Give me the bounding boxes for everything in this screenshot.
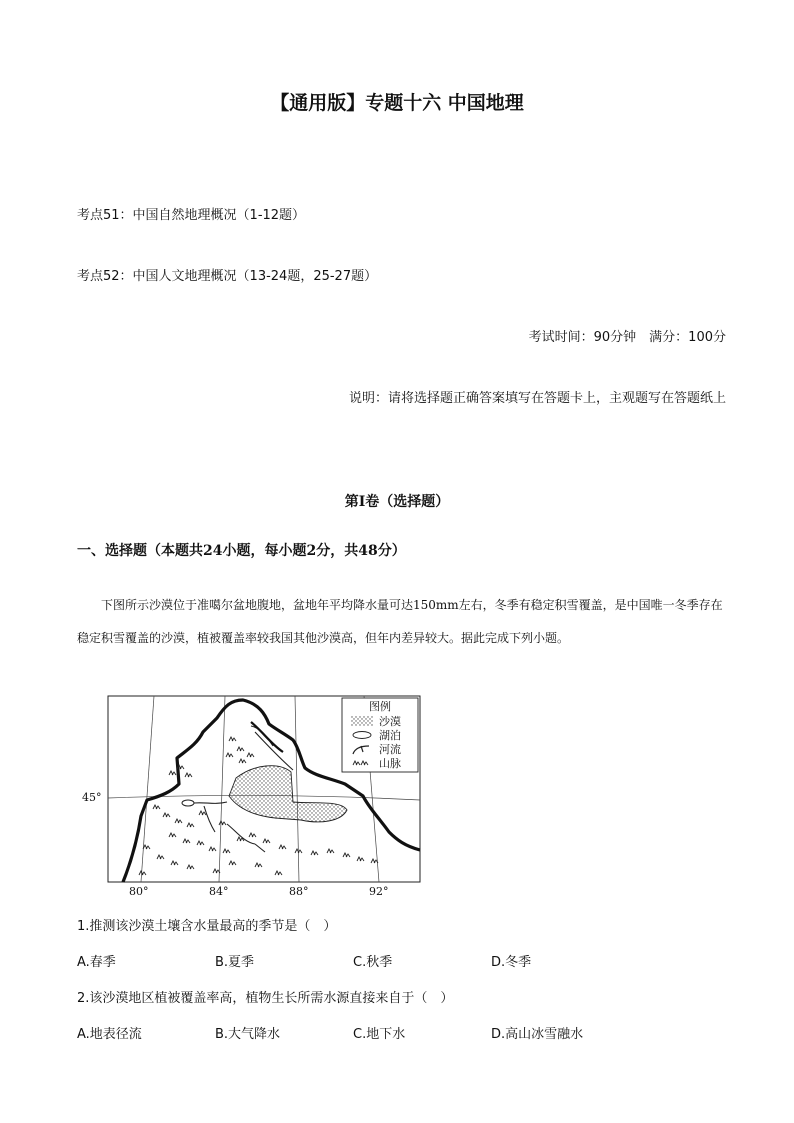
q1-option-a[interactable]: A.春季 xyxy=(77,955,116,970)
q2-option-a[interactable]: A.地表径流 xyxy=(77,1027,142,1042)
lon-label: 88° xyxy=(289,885,309,898)
legend-lake-label: 湖泊 xyxy=(379,729,401,742)
legend-mountain-label: 山脉 xyxy=(379,757,401,770)
page-title: 【通用版】专题十六 中国地理 xyxy=(270,92,524,114)
section-title: 第Ⅰ卷（选择题） xyxy=(344,494,450,510)
desert-map xyxy=(79,692,429,900)
instruction: 说明：请将选择题正确答案填写在答题卡上，主观题写在答题纸上 xyxy=(348,391,726,406)
question-heading: 一、选择题（本题共24小题，每小题2分，共48分） xyxy=(77,543,406,559)
q1-option-d[interactable]: D.冬季 xyxy=(491,955,532,970)
q2-option-c[interactable]: C.地下水 xyxy=(353,1027,406,1042)
q1-option-b[interactable]: B.夏季 xyxy=(215,955,255,970)
exam-info: 考试时间：90分钟 满分：100分 xyxy=(528,330,726,345)
q1-option-c[interactable]: C.秋季 xyxy=(353,955,393,970)
lon-label: 80° xyxy=(129,885,149,898)
legend-desert-swatch xyxy=(351,716,373,726)
lon-label: 84° xyxy=(209,885,229,898)
question-2: 2.该沙漠地区植被覆盖率高，植物生长所需水源直接来自于（ ） xyxy=(77,991,454,1006)
legend-desert-label: 沙漠 xyxy=(379,715,401,728)
legend-lake-swatch xyxy=(353,732,371,739)
kaodian-52: 考点52：中国人文地理概况（13-24题，25-27题） xyxy=(77,269,378,284)
border-inner xyxy=(251,722,283,752)
kaodian-51: 考点51：中国自然地理概况（1-12题） xyxy=(77,208,306,223)
legend-river-label: 河流 xyxy=(379,743,401,756)
lat-label: 45° xyxy=(82,791,102,804)
desert-area xyxy=(229,766,347,822)
lon-label: 92° xyxy=(369,885,389,898)
lake xyxy=(182,800,194,806)
q2-option-b[interactable]: B.大气降水 xyxy=(215,1027,281,1042)
question-1: 1.推测该沙漠土壤含水量最高的季节是（ ） xyxy=(77,919,337,934)
legend-title: 图例 xyxy=(369,700,391,713)
intro-paragraph: 下图所示沙漠位于准噶尔盆地腹地，盆地年平均降水量可达150mm左右，冬季有稳定积雪覆盖，是中国唯一冬季存在稳定积雪覆盖的沙漠，植被覆盖率较我国其他沙漠高，但年内差异较大。据此完成下列小题。 xyxy=(77,598,723,645)
q2-option-d[interactable]: D.高山冰雪融水 xyxy=(491,1027,584,1042)
